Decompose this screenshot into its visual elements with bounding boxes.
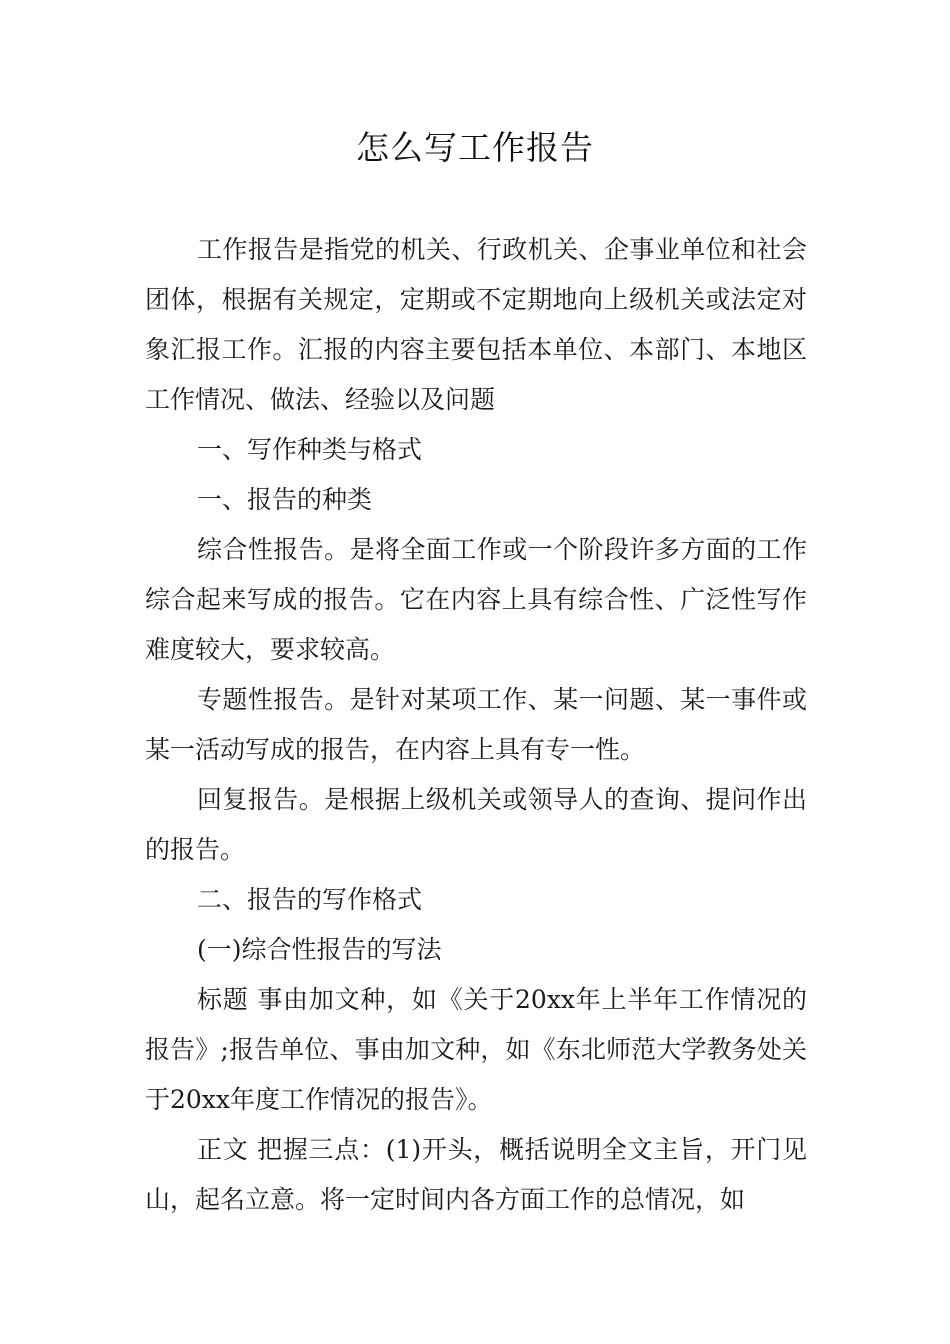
heading-report-types: 一、报告的种类 xyxy=(197,485,373,514)
paragraph-comprehensive-report: 综合性报告。是将全面工作或一个阶段许多方面的工作综合起来写成的报告。它在内容上具有综合性、广泛性写作难度较大，要求较高。 xyxy=(145,535,807,664)
paragraph-title-rule: 标题 事由加文种，如《关于20xx年上半年工作情况的报告》;报告单位、事由加文种，如《东北师范大学教务处关于20xx年度工作情况的报告》。 xyxy=(145,985,807,1114)
document-body xyxy=(145,225,807,1225)
document-title: 怎么写工作报告 xyxy=(356,128,594,167)
paragraph-intro: 工作报告是指党的机关、行政机关、企事业单位和社会团体，根据有关规定，定期或不定期地向上级机关或法定对象汇报工作。汇报的内容主要包括本单位、本部门、本地区工作情况、做法、经验以及问题 xyxy=(145,235,807,414)
heading-writing-format: 二、报告的写作格式 xyxy=(197,885,423,914)
heading-types-and-format: 一、写作种类与格式 xyxy=(197,435,423,464)
paragraph-body-rule: 正文 把握三点：(1)开头，概括说明全文主旨，开门见山，起名立意。将一定时间内各方面工作的总情况，如 xyxy=(145,1135,807,1214)
paragraph-reply-report: 回复报告。是根据上级机关或领导人的查询、提问作出的报告。 xyxy=(145,785,807,864)
paragraph-special-report: 专题性报告。是针对某项工作、某一问题、某一事件或某一活动写成的报告，在内容上具有专一性。 xyxy=(145,685,807,764)
heading-comprehensive-writing: (一)综合性报告的写法 xyxy=(197,935,442,964)
